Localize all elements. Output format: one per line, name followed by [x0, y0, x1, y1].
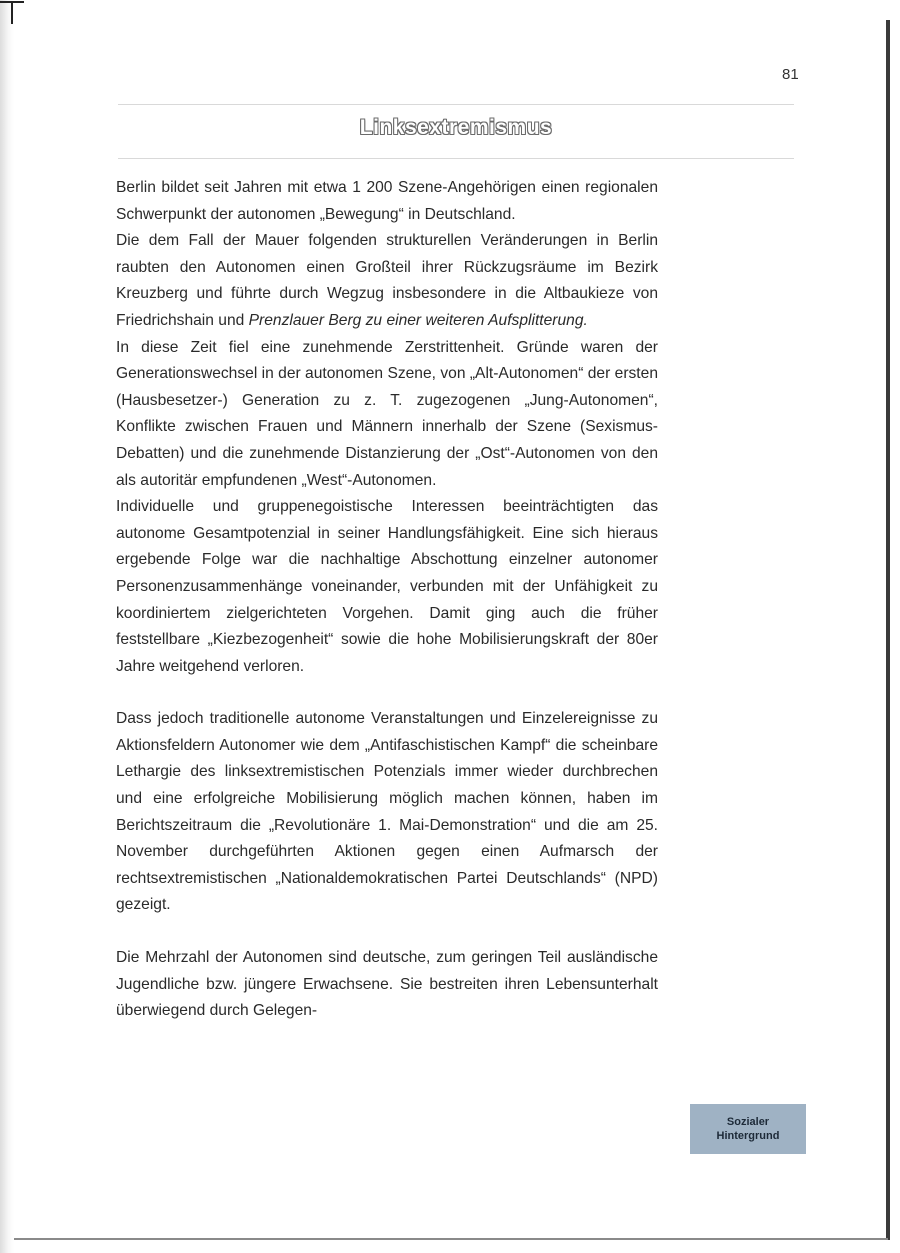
crop-mark — [0, 0, 24, 24]
header-rule-bottom — [118, 158, 794, 159]
page-number: 81 — [782, 66, 799, 83]
header-rule-top — [118, 104, 794, 105]
paragraph-text: Individuelle und gruppenegoistische Interessen beeinträchtigten das autonome Gesamtpotenzial in seiner Handlungsfähigkeit. Eine sich hieraus ergebende Folge war die nachhaltige Abschottung einzelner autonomer Personenzusammenhänge voneinander, verbunden mit der Unfähigkeit zu koordiniertem zielgerichteten Vorgehen. Damit ging auch die früher feststellbare „Kiezbezogenheit“ sowie die hohe Mobilisierungskraft der 80er Jahre weitgehend verloren. — [116, 498, 658, 675]
scan-edge-bottom — [14, 1238, 888, 1240]
paragraph-text: In diese Zeit fiel eine zunehmende Zerstrittenheit. Gründe waren der Generationswechsel in der autonomen Szene, von „Alt-Autonomen“ der ersten (Hausbesetzer-) Generation zu z. T. zugezogenen „Jung-Autonomen“, Konflikte zwischen Frauen und Männern innerhalb der Szene (Sexismus-Debatten) und die zunehmende Distanzierung der „Ost“-Autonomen von den als autoritär empfundenen „West“-Autonomen. — [116, 338, 658, 489]
paragraph — [116, 945, 658, 1025]
page-title: Linksextremismus — [359, 116, 553, 139]
paragraph-text: Berlin bildet seit Jahren mit etwa 1 200 Szene-Angehörigen einen regionalen Schwerpunkt der autonomen „Bewegung“ in Deutschland. — [116, 179, 658, 223]
paragraph — [116, 228, 658, 334]
paragraph-text: Dass jedoch traditionelle autonome Veranstaltungen und Einzelereignisse zu Aktionsfeldern Autonomer wie dem „Antifaschistischen Kampf“ die scheinbare Lethargie des linksextremistischen Potenzials immer wieder durchbrechen und eine erfolgreiche Mobilisierung möglich machen können, haben im Berichtszeitraum die „Revolutionäre 1. Mai-Demonstration“ und die am 25. November durchgeführten Aktionen gegen einen Aufmarsch der rechtsextremistischen „Nationaldemokratischen Partei Deutschlands“ (NPD) gezeigt. — [116, 710, 658, 914]
margin-note-line-1: Sozialer — [726, 1116, 770, 1128]
paragraph — [116, 494, 658, 680]
margin-note-line-2: Hintergrund — [716, 1130, 780, 1142]
margin-note-box — [690, 1104, 806, 1154]
scan-edge-left — [0, 0, 14, 1253]
scan-edge-right — [886, 20, 890, 1240]
paragraph — [116, 175, 658, 228]
paragraph — [116, 335, 658, 495]
paragraph-text: Die dem Fall der Mauer folgenden strukturellen Veränderungen in Berlin raubten den Autonomen einen Großteil ihrer Rückzugsräume im Bezirk Kreuzberg und führte durch Wegzug insbesondere in die Altbaukieze von Friedrichshain und — [116, 232, 658, 329]
body-text — [116, 175, 658, 1025]
paragraph-text: Die Mehrzahl der Autonomen sind deutsche, zum geringen Teil ausländische Jugendliche bzw. jüngere Erwachsene. Sie bestreiten ihren Lebensunterhalt überwiegend durch Gelegen- — [116, 949, 658, 1020]
paragraph-text-italic: Prenzlauer Berg zu einer weiteren Aufsplitterung. — [248, 311, 588, 329]
paragraph — [116, 706, 658, 919]
